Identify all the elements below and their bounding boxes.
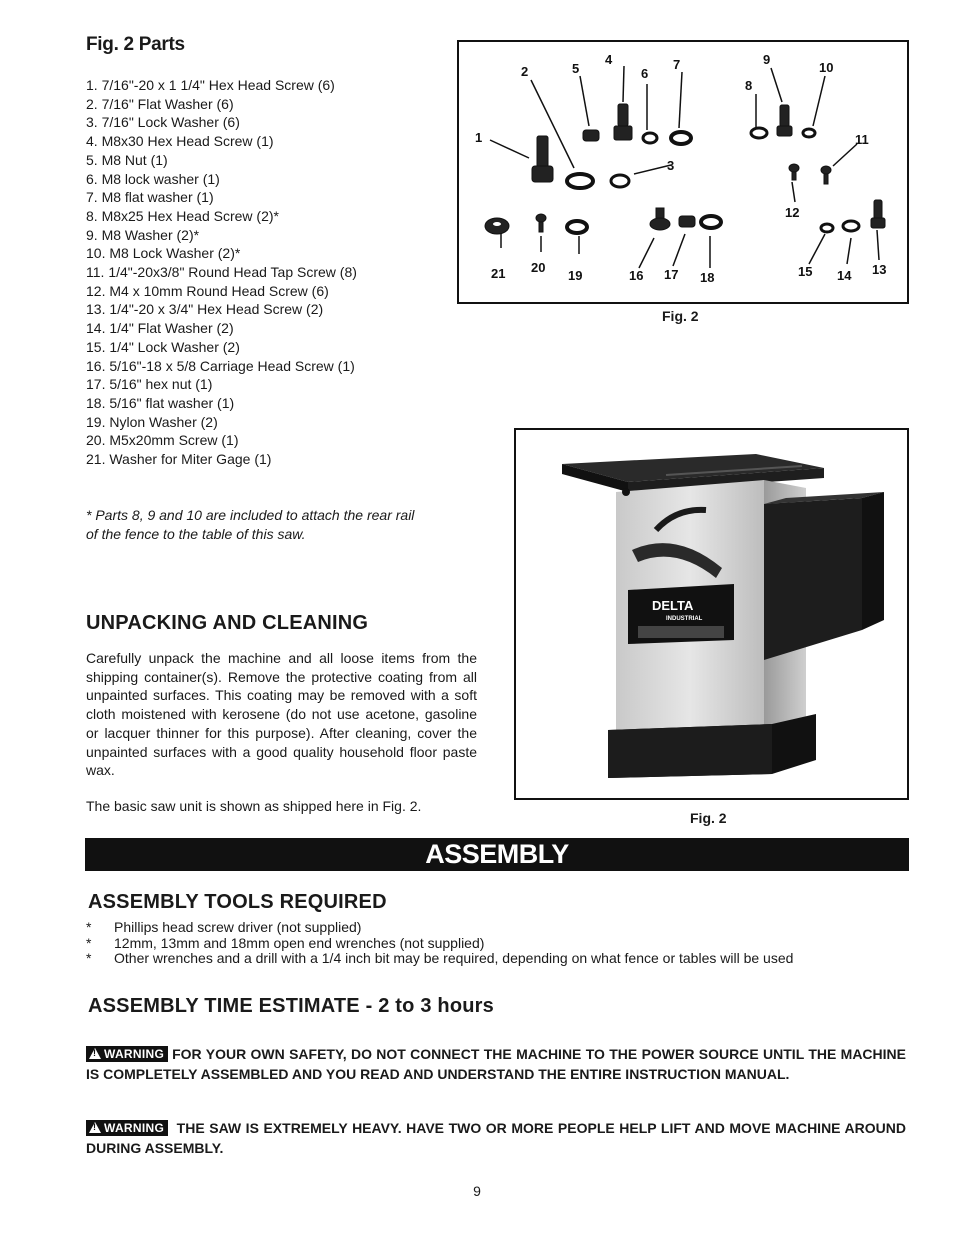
part-label: 11 — [855, 132, 869, 147]
parts-list-item: 12. M4 x 10mm Round Head Screw (6) — [86, 282, 329, 299]
warning-badge-label: WARNING — [104, 1047, 165, 1061]
tool-text: 12mm, 13mm and 18mm open end wrenches (not supplied) — [114, 934, 485, 951]
tools-list-item — [86, 936, 886, 952]
warning-heavy — [86, 1119, 906, 1158]
parts-list-item: 7. M8 flat washer (1) — [86, 189, 214, 206]
parts-list-item: 1. 7/16"-20 x 1 1/4" Hex Head Screw (6) — [86, 77, 335, 93]
parts-list-item: 2. 7/16" Flat Washer (6) — [86, 95, 234, 112]
part-label: 17 — [664, 267, 679, 282]
part-label: 14 — [837, 268, 852, 283]
table-saw-illustration — [516, 430, 907, 798]
part-label: 20 — [531, 260, 546, 275]
part-label: 18 — [700, 270, 715, 285]
part-label: 15 — [798, 264, 813, 279]
part-label: 7 — [673, 57, 681, 72]
shipped-note: The basic saw unit is shown as shipped here in Fig. 2. — [86, 798, 422, 814]
unpacking-title: UNPACKING AND CLEANING — [86, 612, 369, 634]
parts-list-item: 18. 5/16" flat washer (1) — [86, 394, 235, 411]
parts-illustration — [459, 42, 907, 302]
parts-list-item: 13. 1/4"-20 x 3/4" Hex Head Screw (2) — [86, 301, 324, 318]
bullet-asterisk: * — [86, 934, 92, 951]
warning-badge-label: WARNING — [104, 1121, 165, 1135]
delta-logo-text: DELTA — [652, 598, 694, 613]
assembly-banner: ASSEMBLY — [85, 838, 909, 871]
warning-badge — [86, 1046, 168, 1062]
time-estimate-title: ASSEMBLY TIME ESTIMATE - 2 to 3 hours — [88, 995, 494, 1017]
warning-badge — [86, 1120, 168, 1136]
tools-title: ASSEMBLY TOOLS REQUIRED — [88, 891, 387, 913]
part-label: 1 — [475, 130, 483, 145]
part-label: 13 — [872, 262, 887, 277]
parts-list-item: 11. 1/4"-20x3/8" Round Head Tap Screw (8) — [86, 264, 357, 281]
parts-figure-caption: Fig. 2 — [662, 308, 699, 324]
parts-list-item: 19. Nylon Washer (2) — [86, 413, 218, 430]
tools-list — [86, 920, 886, 967]
parts-list-item: 8. M8x25 Hex Head Screw (2)* — [86, 207, 279, 224]
tool-text: Phillips head screw driver (not supplied) — [114, 919, 362, 935]
saw-figure-caption: Fig. 2 — [690, 810, 727, 826]
part-label: 5 — [572, 61, 580, 76]
bullet-asterisk: * — [86, 950, 92, 966]
warning-triangle-icon — [89, 1122, 101, 1133]
page-number: 9 — [473, 1183, 481, 1199]
parts-list-item: 4. M8x30 Hex Head Screw (1) — [86, 133, 274, 150]
parts-note: * Parts 8, 9 and 10 are included to attach the rear rail of the fence to the table of this saw. — [86, 507, 415, 542]
tools-list-item — [86, 920, 886, 936]
parts-list-item: 6. M8 lock washer (1) — [86, 170, 220, 187]
parts-list-item: 20. M5x20mm Screw (1) — [86, 432, 239, 449]
part-label: 19 — [568, 268, 583, 283]
part-label: 12 — [785, 205, 800, 220]
delta-logo-subtext: INDUSTRIAL — [666, 616, 703, 622]
saw-figure — [514, 428, 909, 800]
parts-list-item: 10. M8 Lock Washer (2)* — [86, 245, 241, 262]
parts-list-item: 16. 5/16"-18 x 5/8 Carriage Head Screw (1) — [86, 357, 355, 374]
bullet-asterisk: * — [86, 919, 92, 935]
part-label: 16 — [629, 268, 644, 283]
tool-text: Other wrenches and a drill with a 1/4 inch bit may be required, depending on what fence or tables will be used — [114, 950, 794, 966]
unpacking-body: Carefully unpack the machine and all loose items from the shipping container(s). Remove the protective coating from all unpainted surfaces. This coating may be removed with a soft cloth moistened with kerosene (do not use acetone, gasoline or lacquer thinner for this purpose). After cleaning, cover the unpainted surfaces with a good quality household floor paste wax. — [86, 650, 477, 779]
warning-text: THE SAW IS EXTREMELY HEAVY. HAVE TWO OR MORE PEOPLE HELP LIFT AND MOVE MACHINE AROUND DURING ASSEMBLY. — [86, 1120, 906, 1156]
part-label: 2 — [521, 64, 529, 79]
parts-list-item: 15. 1/4" Lock Washer (2) — [86, 338, 240, 355]
parts-list-item: 9. M8 Washer (2)* — [86, 226, 200, 243]
parts-figure — [457, 40, 909, 304]
part-label: 10 — [819, 60, 834, 75]
parts-list-item: 14. 1/4" Flat Washer (2) — [86, 320, 234, 337]
part-label: 8 — [745, 78, 753, 93]
part-label: 3 — [667, 158, 675, 173]
parts-list — [86, 76, 446, 469]
part-label: 21 — [491, 266, 506, 281]
warning-triangle-icon — [89, 1048, 101, 1059]
tools-list-item — [86, 951, 886, 967]
parts-title: Fig. 2 Parts — [86, 34, 185, 55]
parts-list-item: 17. 5/16" hex nut (1) — [86, 376, 213, 393]
part-label: 6 — [641, 66, 649, 81]
parts-list-item: 21. Washer for Miter Gage (1) — [86, 451, 272, 468]
part-label: 9 — [763, 52, 771, 67]
part-label: 4 — [605, 52, 613, 67]
parts-list-item: 3. 7/16" Lock Washer (6) — [86, 114, 240, 131]
warning-power — [86, 1045, 906, 1084]
warning-text: FOR YOUR OWN SAFETY, DO NOT CONNECT THE MACHINE TO THE POWER SOURCE UNTIL THE MACHINE IS COMPLETELY ASSEMBLED AND YOU READ AND UNDERSTAND THE ENTIRE INSTRUCTION MANUAL. — [86, 1046, 906, 1082]
parts-list-item: 5. M8 Nut (1) — [86, 151, 168, 168]
